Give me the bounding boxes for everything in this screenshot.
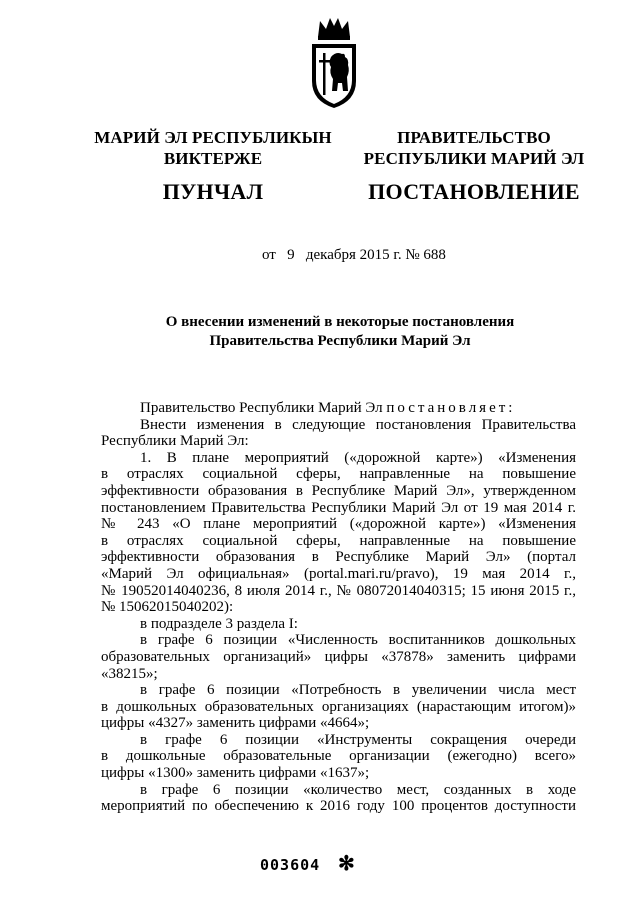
body-line: образовательных организаций» цифры «37878» заменить цифрами — [101, 648, 576, 665]
body-line: в отраслях социальной сферы, направленные на повышение — [101, 466, 576, 483]
title-line2: Правительства Республики Марий Эл — [209, 333, 471, 349]
body-line: «38215»; — [101, 665, 158, 682]
body-line: «Марий Эл официальная» (portal.mari.ru/pravo), 19 мая 2014 г., — [101, 565, 576, 582]
header-left — [90, 127, 336, 206]
header-left-line1: МАРИЙ ЭЛ РЕСПУБЛИКЫН — [94, 128, 332, 147]
document-dateline — [262, 247, 446, 264]
body-line: постановлением Правительства Республики Марий Эл от 19 мая 2014 г. — [101, 499, 576, 516]
body-line: в графе 6 позиции «количество мест, созданных в ходе — [140, 781, 576, 798]
date-rest: декабря 2015 г. № 688 — [305, 247, 446, 263]
date-day: 9 — [287, 247, 295, 263]
body-line: в подразделе 3 раздела I: — [140, 615, 298, 632]
body-line: № 19052014040236, 8 июля 2014 г., № 08072014040315; 15 июня 2015 г., — [101, 582, 576, 599]
body-line: Республики Марий Эл: — [101, 433, 249, 450]
body-line: 1. В плане мероприятий («дорожной карте») «Изменения — [140, 449, 576, 466]
body-line: цифры «4327» заменить цифрами «4664»; — [101, 715, 370, 732]
body-line: в графе 6 позиции «Инструменты сокращения очереди — [140, 731, 576, 748]
header-right-line1: ПРАВИТЕЛЬСТВО — [397, 128, 551, 147]
body-line: в отраслях социальной сферы, направленные на повышение — [101, 532, 576, 549]
body-line: № 15062015040202): — [101, 599, 234, 616]
coat-of-arms-emblem — [306, 17, 362, 109]
asterisk-mark-icon: ✻ — [338, 853, 355, 875]
crown-icon — [318, 18, 350, 40]
body-line: цифры «1300» заменить цифрами «1637»; — [101, 765, 370, 782]
body-line: № 243 «О плане мероприятий («дорожной карте») «Изменения — [101, 516, 576, 533]
header-left-doc-type: ПУНЧАЛ — [162, 179, 264, 204]
document-body — [101, 400, 576, 815]
serial-number: 003604 — [260, 856, 321, 874]
keyword-postanovlyaet: постановляет: — [386, 400, 516, 416]
header-right-line2: РЕСПУБЛИКИ МАРИЙ ЭЛ — [363, 149, 585, 168]
date-prefix: от — [262, 247, 276, 263]
header-right-doc-type: ПОСТАНОВЛЕНИЕ — [368, 179, 580, 204]
document-title — [100, 313, 580, 351]
header-right — [346, 127, 602, 206]
body-line: Правительство Республики Марий Эл постановляет: — [140, 400, 516, 416]
body-line: в дошкольных образовательных организациях (нарастающим итогом)» — [101, 698, 576, 715]
body-line: в графе 6 позиции «Численность воспитанников дошкольных — [140, 632, 576, 649]
body-line: в графе 6 позиции «Потребность в увеличении числа мест — [140, 682, 576, 699]
body-line: в дошкольные образовательные организации (ежегодно) всего» — [101, 748, 576, 765]
body-line: мероприятий по обеспечению к 2016 году 100 процентов доступности — [101, 798, 576, 815]
header-left-line2: ВИКТЕРЖЕ — [163, 149, 263, 168]
body-line: эффективности образования в Республике Марий Эл» (портал — [101, 549, 576, 566]
body-line: эффективности образования в Республике Марий Эл», утвержденном — [101, 482, 576, 499]
body-line: Внести изменения в следующие постановления Правительства — [140, 416, 576, 433]
title-line1: О внесении изменений в некоторые постановления — [165, 314, 515, 330]
